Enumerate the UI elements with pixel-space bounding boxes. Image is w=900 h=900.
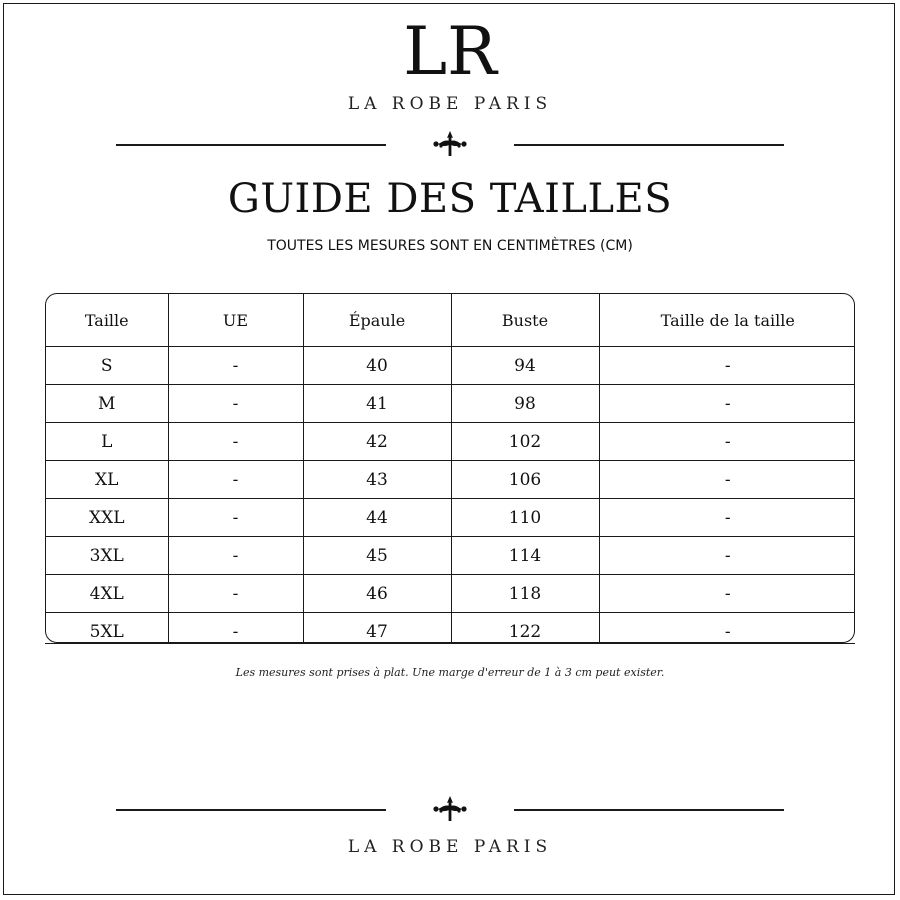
page-subtitle: TOUTES LES MESURES SONT EN CENTIMÈTRES (CM)	[267, 238, 633, 254]
table-cell: -	[599, 347, 855, 385]
table-cell: 3XL	[46, 537, 168, 575]
column-header: Épaule	[303, 294, 451, 347]
table-cell: -	[168, 575, 303, 613]
table-cell: -	[168, 461, 303, 499]
table-cell: 98	[451, 385, 599, 423]
divider-right	[514, 144, 784, 146]
column-header: Taille de la taille	[599, 294, 855, 347]
table-baseline	[45, 643, 855, 644]
table-cell: -	[599, 423, 855, 461]
table-cell: 47	[303, 613, 451, 644]
table-header-row	[46, 294, 855, 347]
table-cell: 118	[451, 575, 599, 613]
table-cell: -	[599, 537, 855, 575]
table-row	[46, 347, 855, 385]
table-row	[46, 385, 855, 423]
table-cell: 5XL	[46, 613, 168, 644]
table-cell: -	[168, 499, 303, 537]
table-body	[46, 347, 855, 644]
table-cell: 45	[303, 537, 451, 575]
footer-fleur-ornament-icon	[430, 795, 470, 825]
page-title: GUIDE DES TAILLES	[227, 176, 673, 222]
table-cell: -	[168, 423, 303, 461]
table-cell: -	[599, 385, 855, 423]
footer-divider-right	[514, 809, 784, 811]
table-cell: 106	[451, 461, 599, 499]
table-cell: 41	[303, 385, 451, 423]
table-cell: M	[46, 385, 168, 423]
table-cell: 4XL	[46, 575, 168, 613]
table-cell: S	[46, 347, 168, 385]
table-cell: -	[168, 613, 303, 644]
table-cell: -	[599, 613, 855, 644]
table-cell: 42	[303, 423, 451, 461]
measurement-note: Les mesures sont prises à plat. Une marge d'erreur de 1 à 3 cm peut exister.	[235, 666, 665, 679]
table-cell: XXL	[46, 499, 168, 537]
divider-left	[116, 144, 386, 146]
table-row	[46, 537, 855, 575]
table-row	[46, 461, 855, 499]
table-cell: 122	[451, 613, 599, 644]
footer-divider-left	[116, 809, 386, 811]
table-cell: 43	[303, 461, 451, 499]
table-row	[46, 423, 855, 461]
column-header: UE	[168, 294, 303, 347]
column-header: Buste	[451, 294, 599, 347]
size-table	[45, 293, 855, 643]
table-cell: 110	[451, 499, 599, 537]
table-cell: -	[599, 461, 855, 499]
table-cell: 46	[303, 575, 451, 613]
brand-logo: LR	[403, 13, 497, 90]
fleur-ornament-icon	[430, 130, 470, 160]
table-cell: 44	[303, 499, 451, 537]
table-cell: -	[599, 499, 855, 537]
table-cell: -	[168, 385, 303, 423]
table-cell: -	[599, 575, 855, 613]
footer-brand-name: LA ROBE PARIS	[347, 837, 553, 857]
table-cell: L	[46, 423, 168, 461]
table-cell: XL	[46, 461, 168, 499]
table-cell: 114	[451, 537, 599, 575]
table-cell: 94	[451, 347, 599, 385]
table-row	[46, 613, 855, 644]
table-cell: 40	[303, 347, 451, 385]
table-cell: -	[168, 347, 303, 385]
table-cell: -	[168, 537, 303, 575]
table-row	[46, 575, 855, 613]
brand-name: LA ROBE PARIS	[347, 94, 553, 114]
column-header: Taille	[46, 294, 168, 347]
table-cell: 102	[451, 423, 599, 461]
table-row	[46, 499, 855, 537]
